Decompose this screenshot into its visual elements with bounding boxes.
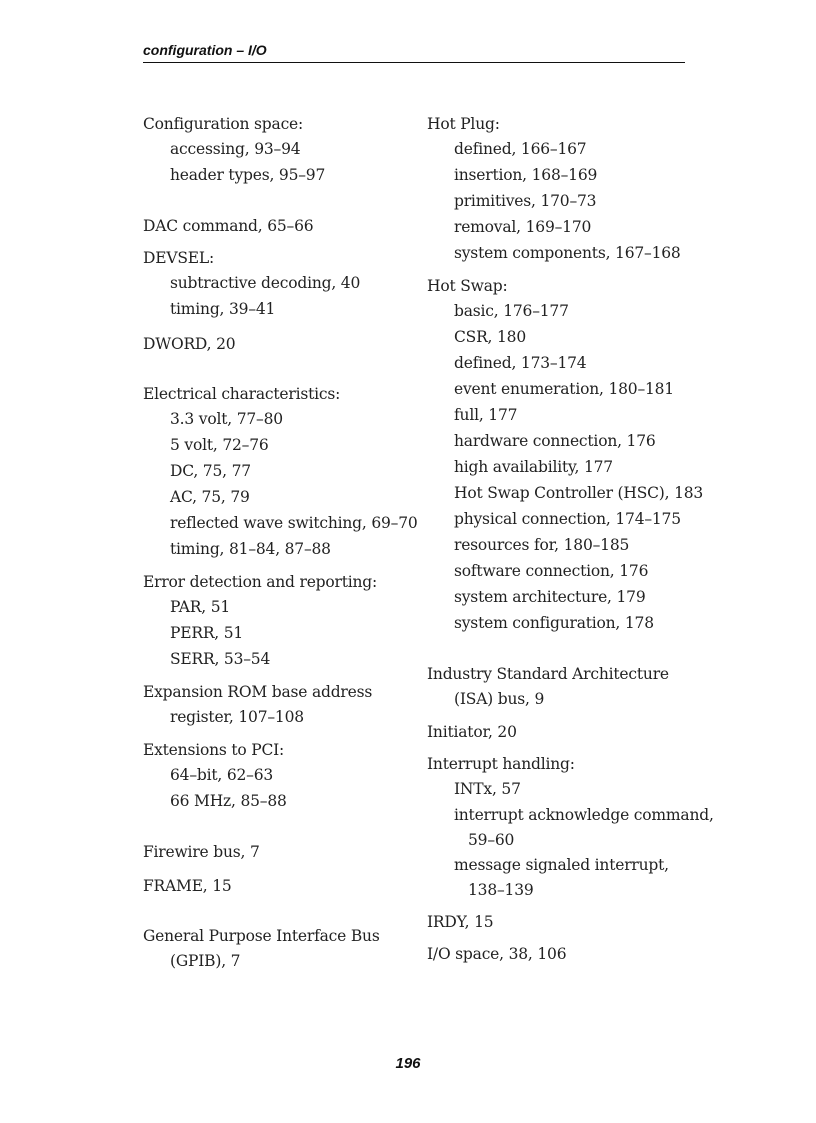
index-subentry: INTx, 57	[454, 780, 521, 798]
index-entry	[427, 720, 707, 744]
index-column-right	[427, 112, 714, 966]
index-subentry-continuation: 138–139	[468, 881, 534, 899]
index-subentry: 3.3 volt, 77–80	[170, 410, 283, 428]
index-term: Configuration space:	[143, 115, 304, 133]
index-subentry: high availability, 177	[454, 458, 613, 476]
index-subentry: defined, 173–174	[454, 354, 587, 372]
running-head: configuration – I/O	[143, 42, 267, 58]
index-term: Extensions to PCI:	[143, 741, 285, 759]
index-entry	[427, 942, 707, 966]
index-subentry: DC, 75, 77	[170, 462, 251, 480]
index-term: DWORD, 20	[143, 335, 236, 353]
index-subentry: system components, 167–168	[454, 244, 681, 262]
index-subentry: resources for, 180–185	[454, 536, 630, 554]
index-term: Interrupt handling:	[427, 755, 575, 773]
index-subentry: software connection, 176	[454, 562, 649, 580]
index-subentry: system architecture, 179	[454, 588, 646, 606]
index-subentry: Hot Swap Controller (HSC), 183	[454, 484, 704, 502]
index-entry	[143, 680, 413, 730]
index-term: DEVSEL:	[143, 249, 214, 267]
index-subentry: 66 MHz, 85–88	[170, 792, 287, 810]
index-subentry: physical connection, 174–175	[454, 510, 681, 528]
index-entry	[427, 662, 707, 712]
index-entry	[427, 910, 707, 934]
index-subentry: hardware connection, 176	[454, 432, 656, 450]
index-subentry: AC, 75, 79	[170, 488, 250, 506]
index-subentry: system configuration, 178	[454, 614, 654, 632]
index-entry	[143, 738, 413, 814]
index-subentry: CSR, 180	[454, 328, 526, 346]
index-subentry: event enumeration, 180–181	[454, 380, 674, 398]
index-subentry: interrupt acknowledge command,	[454, 806, 714, 824]
index-term-continuation: (GPIB), 7	[170, 952, 241, 970]
index-column-left	[143, 112, 418, 974]
index-term-continuation: (ISA) bus, 9	[454, 690, 545, 708]
index-term: Initiator, 20	[427, 723, 517, 741]
index-term-continuation: register, 107–108	[170, 708, 304, 726]
index-term: General Purpose Interface Bus	[143, 927, 380, 945]
index-subentry: accessing, 93–94	[170, 140, 301, 158]
index-subentry: SERR, 53–54	[170, 650, 271, 668]
index-subentry: timing, 39–41	[170, 300, 276, 318]
index-entry	[143, 112, 413, 188]
index-entry	[143, 840, 413, 864]
index-subentry: PAR, 51	[170, 598, 231, 616]
index-subentry: PERR, 51	[170, 624, 244, 642]
index-term: IRDY, 15	[427, 913, 494, 931]
index-entry	[143, 246, 413, 322]
index-term: Firewire bus, 7	[143, 843, 260, 861]
index-subentry: message signaled interrupt,	[454, 856, 669, 874]
header-rule	[143, 62, 685, 63]
index-entry	[143, 214, 413, 238]
index-term: Industry Standard Architecture	[427, 665, 669, 683]
index-subentry: insertion, 168–169	[454, 166, 598, 184]
index-term: I/O space, 38, 106	[427, 945, 567, 963]
index-entry	[143, 332, 413, 356]
index-term: FRAME, 15	[143, 877, 232, 895]
index-term: Expansion ROM base address	[143, 683, 373, 701]
index-subentry: basic, 176–177	[454, 302, 569, 320]
index-subentry: subtractive decoding, 40	[170, 274, 361, 292]
index-entry	[427, 112, 707, 266]
index-subentry: header types, 95–97	[170, 166, 326, 184]
index-subentry: 64–bit, 62–63	[170, 766, 274, 784]
index-subentry: 5 volt, 72–76	[170, 436, 269, 454]
index-entry	[143, 924, 413, 974]
index-subentry: reflected wave switching, 69–70	[170, 514, 418, 532]
index-subentry: defined, 166–167	[454, 140, 587, 158]
index-term: Electrical characteristics:	[143, 385, 341, 403]
page-number: 196	[395, 1055, 421, 1072]
index-subentry: full, 177	[454, 406, 518, 424]
index-entry	[143, 874, 413, 898]
index-entry	[427, 274, 707, 636]
index-subentry: timing, 81–84, 87–88	[170, 540, 331, 558]
index-term: Hot Swap:	[427, 277, 508, 295]
index-term: Hot Plug:	[427, 115, 500, 133]
index-entry	[143, 382, 418, 562]
index-entry	[143, 570, 413, 672]
index-term: DAC command, 65–66	[143, 217, 314, 235]
index-subentry-continuation: 59–60	[468, 831, 515, 849]
index-entry	[427, 752, 714, 902]
index-subentry: removal, 169–170	[454, 218, 592, 236]
index-term: Error detection and reporting:	[143, 573, 378, 591]
index-subentry: primitives, 170–73	[454, 192, 597, 210]
